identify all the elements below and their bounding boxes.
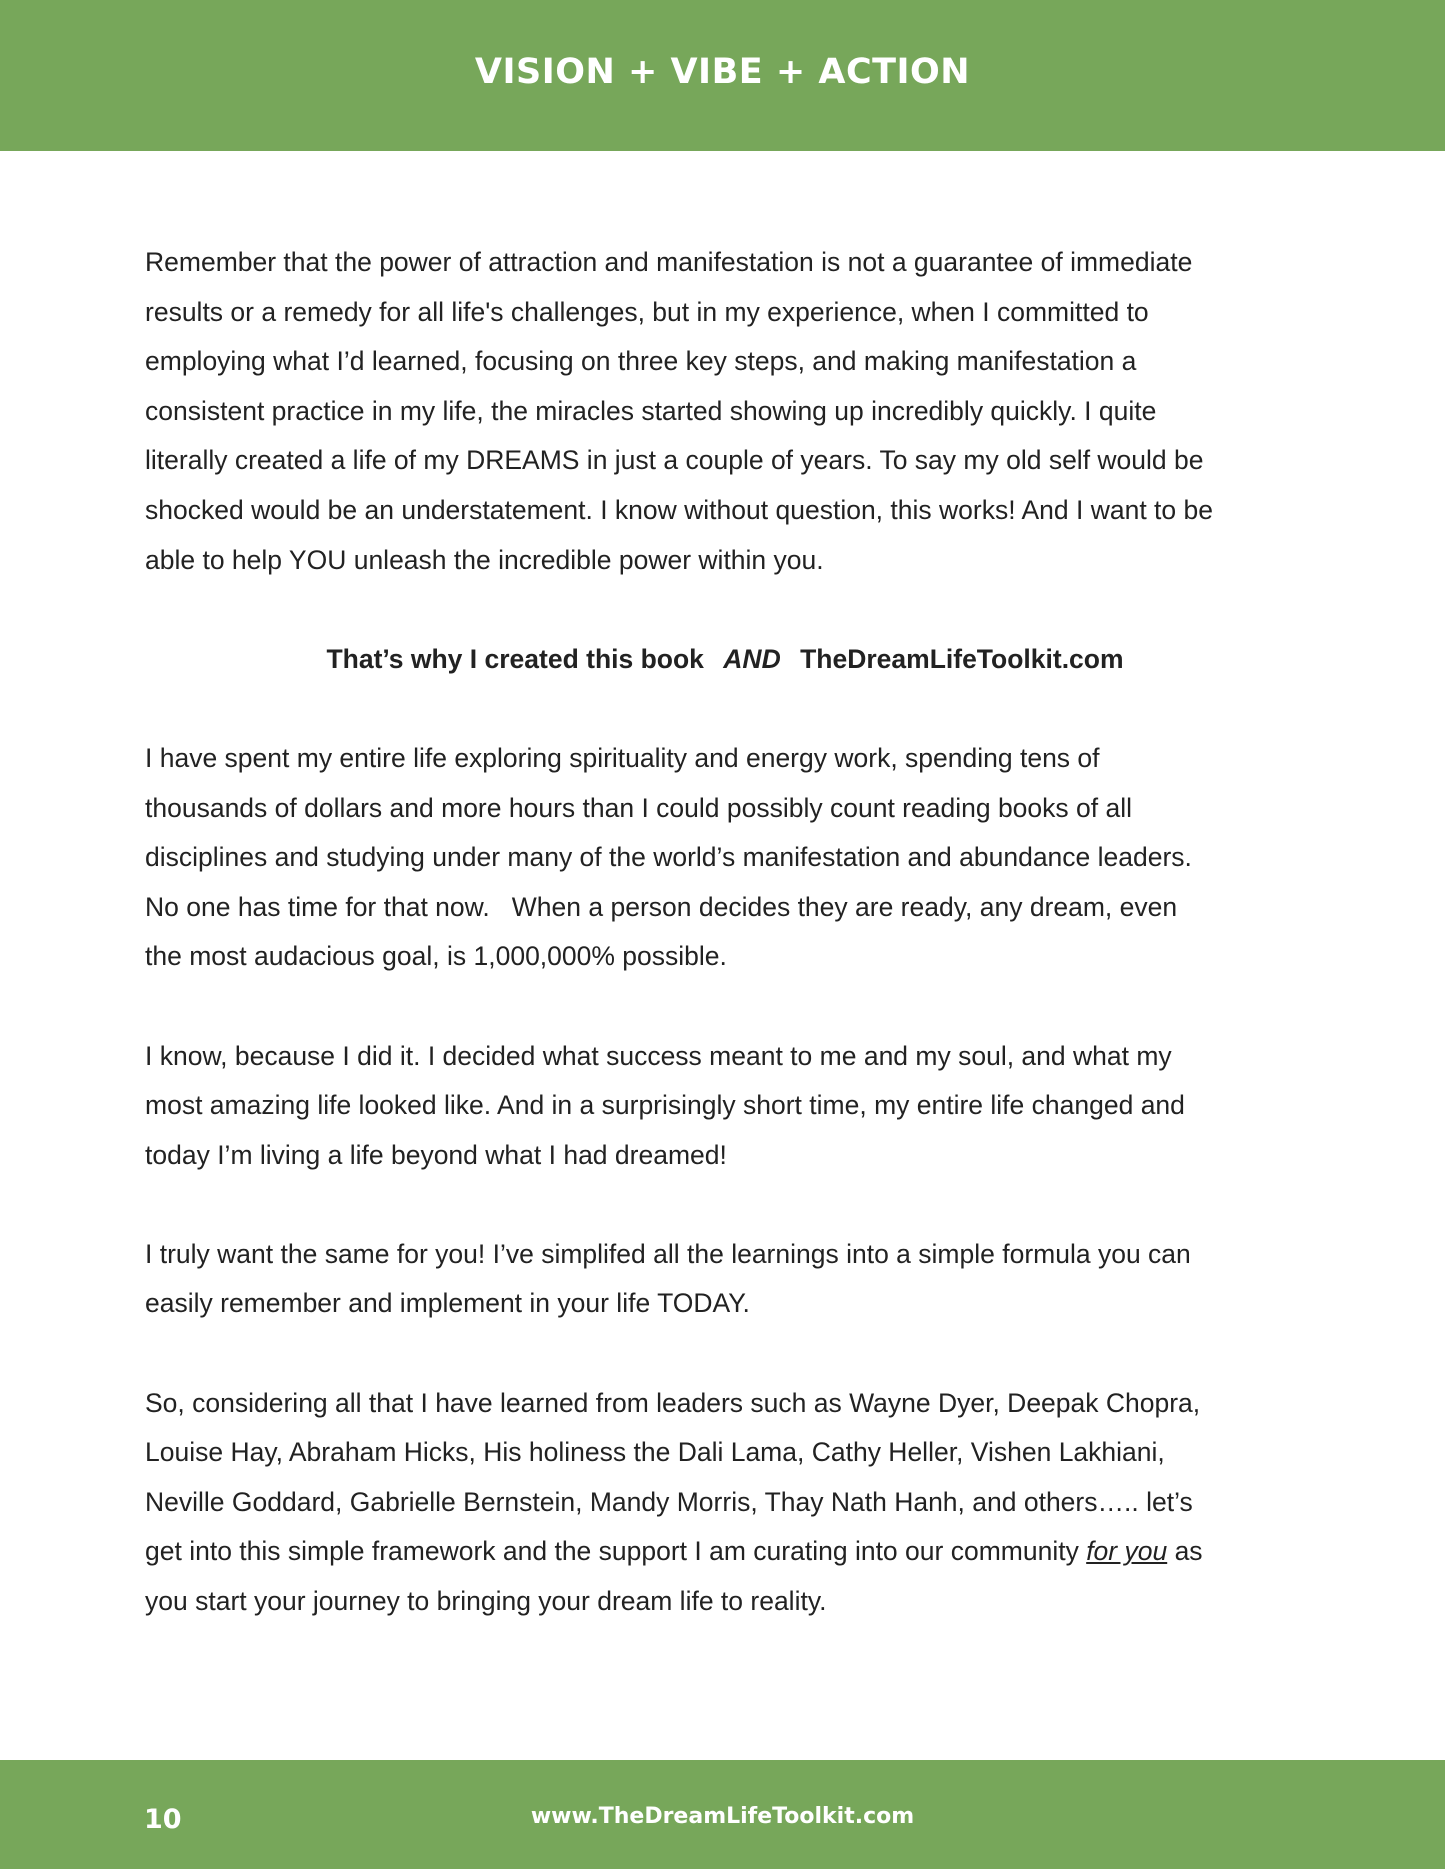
paragraph-leaders: [145, 1379, 1305, 1627]
text-line: I truly want the same for you! I’ve simplifed all the learnings into a simple formula you can: [145, 1238, 1191, 1269]
text-line: No one has time for that now. When a person decides they are ready, any dream, even: [145, 891, 1178, 922]
page-title: VISION + VIBE + ACTION: [474, 51, 971, 92]
text-line: most amazing life looked like. And in a surprisingly short time, my entire life changed and: [145, 1090, 1185, 1121]
paragraph-success: [145, 1032, 1305, 1181]
text-line: easily remember and implement in your life TODAY.: [145, 1288, 750, 1319]
text-line: shocked would be an understatement. I know without question, this works! And I want to be: [145, 494, 1213, 525]
text-line: [145, 1527, 1305, 1577]
text-line: employing what I’d learned, focusing on three key steps, and making manifestation a: [145, 346, 1137, 377]
highlight-site-name: TheDreamLifeToolkit.com: [800, 643, 1124, 674]
paragraph-journey: [145, 734, 1305, 982]
text-line: I have spent my entire life exploring spirituality and energy work, spending tens of: [145, 742, 1100, 773]
text-line: you start your journey to bringing your dream life to reality.: [145, 1586, 827, 1617]
text-line: today I’m living a life beyond what I had dreamed!: [145, 1139, 727, 1170]
header-band: [0, 0, 1445, 151]
text-line: results or a remedy for all life's challenges, but in my experience, when I committed to: [145, 296, 1149, 327]
highlight-emphasis: AND: [723, 643, 781, 674]
text-line: I know, because I did it. I decided what success meant to me and my soul, and what my: [145, 1040, 1172, 1071]
page-body: [145, 238, 1305, 1676]
text-line: able to help YOU unleash the incredible power within you.: [145, 544, 824, 575]
paragraph-intro: [145, 238, 1305, 585]
text-line: Louise Hay, Abraham Hicks, His holiness the Dali Lama, Cathy Heller, Vishen Lakhiani,: [145, 1437, 1165, 1468]
footer-website-link[interactable]: www.TheDreamLifeToolkit.com: [530, 1804, 915, 1829]
text-line: So, considering all that I have learned from leaders such as Wayne Dyer, Deepak Chopra,: [145, 1387, 1201, 1418]
text-line: thousands of dollars and more hours than I could possibly count reading books of all: [145, 792, 1132, 823]
text-line: Neville Goddard, Gabrielle Bernstein, Mandy Morris, Thay Nath Hanh, and others….. let’s: [145, 1486, 1193, 1517]
text-line: Remember that the power of attraction and manifestation is not a guarantee of immediate: [145, 247, 1193, 277]
footer-band: [0, 1760, 1445, 1869]
text-segment: get into this simple framework and the support I am curating into our community: [145, 1536, 1087, 1567]
text-line: literally created a life of my DREAMS in just a couple of years. To say my old self would be: [145, 445, 1204, 476]
for-you-emphasis: for you: [1086, 1536, 1168, 1567]
paragraph-formula: [145, 1230, 1305, 1329]
page-number: 10: [144, 1804, 182, 1835]
highlight-text: That’s why I created this book: [326, 643, 704, 674]
text-line: disciplines and studying under many of the world’s manifestation and abundance leaders.: [145, 842, 1192, 873]
text-line: consistent practice in my life, the miracles started showing up incredibly quickly. I quite: [145, 395, 1157, 426]
text-line: the most audacious goal, is 1,000,000% possible.: [145, 941, 727, 972]
text-segment: as: [1167, 1536, 1203, 1567]
highlight-statement: [145, 635, 1305, 685]
